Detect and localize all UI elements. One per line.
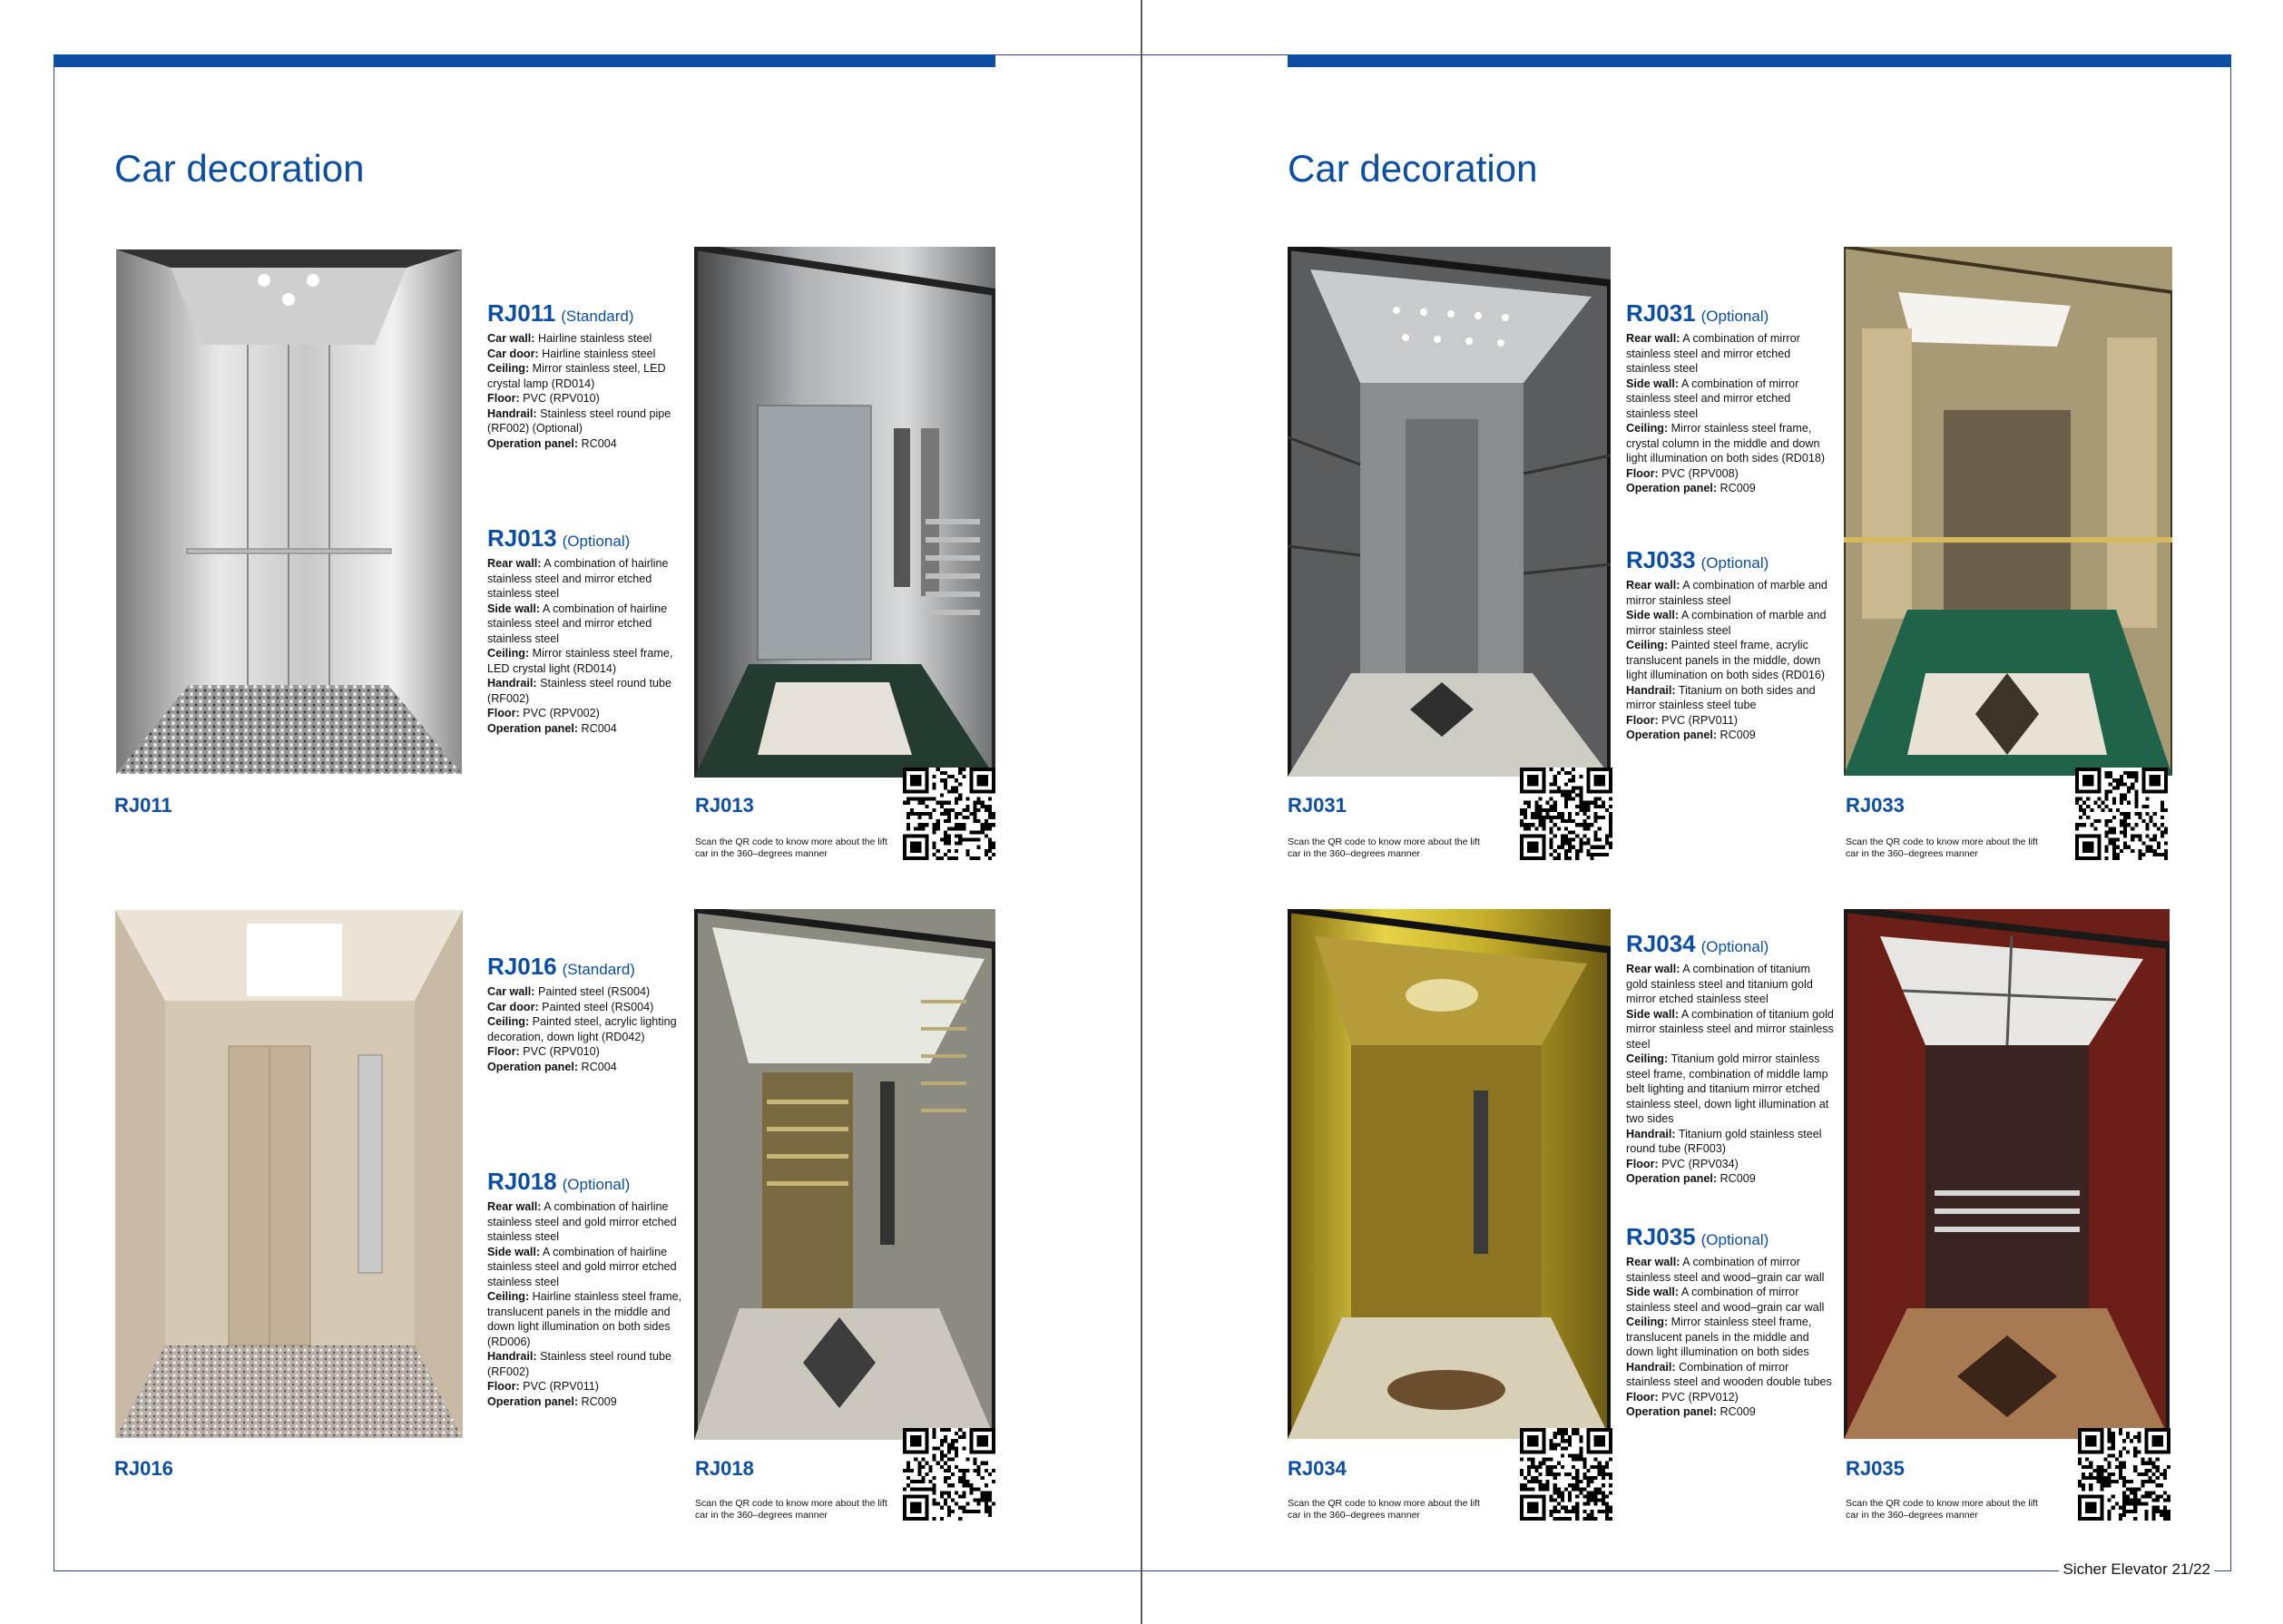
model-tag: (Optional) <box>1700 1231 1769 1248</box>
spec-line: Operation panel: RC009 <box>1626 729 1756 741</box>
qr-code-icon[interactable] <box>1520 1428 1612 1521</box>
model-tag: (Optional) <box>1700 554 1769 572</box>
caption-rj033: RJ033 <box>1846 794 1905 817</box>
photo-rj011 <box>116 249 462 774</box>
spec-line: Side wall: A combination of titanium gold mirror stainless steel and mirror stainless steel <box>1626 1007 1834 1051</box>
page-footer: Sicher Elevator 21/22 <box>2059 1560 2214 1579</box>
caption-rj013: RJ013 <box>695 794 754 817</box>
photo-rj034 <box>1288 909 1611 1439</box>
spec-line: Floor: PVC (RPV008) <box>1626 466 1739 480</box>
model-code: RJ035 <box>1626 1223 1696 1250</box>
qr-code-icon[interactable] <box>903 768 995 860</box>
model-code: RJ033 <box>1626 546 1696 573</box>
desc-rj016 <box>487 953 691 1074</box>
photo-rj031 <box>1288 247 1611 777</box>
photo-rj018 <box>694 909 995 1440</box>
spec-line: Handrail: Titanium on both sides and mirror stainless steel tube <box>1626 683 1816 711</box>
spec-line: Car wall: Hairline stainless steel <box>487 332 652 345</box>
spec-line: Rear wall: A combination of mirror stainless steel and wood–grain car wall <box>1626 1256 1825 1284</box>
spec-line: Operation panel: RC009 <box>1626 482 1756 494</box>
spec-line: Car door: Painted steel (RS004) <box>487 1000 654 1013</box>
spec-line: Floor: PVC (RPV002) <box>487 707 600 719</box>
spec-line: Ceiling: Mirror stainless steel frame, translucent panels in the middle and down light illumination on both sides <box>1626 1316 1812 1358</box>
spec-line: Side wall: A combination of marble and mirror stainless steel <box>1626 609 1827 637</box>
spec-line: Operation panel: RC004 <box>487 1060 617 1073</box>
photo-rj016 <box>115 910 463 1438</box>
caption-rj011: RJ011 <box>114 794 172 817</box>
caption-rj034: RJ034 <box>1288 1457 1347 1480</box>
desc-rj031 <box>1626 299 1830 496</box>
spec-line: Operation panel: RC009 <box>1626 1405 1756 1418</box>
model-tag: (Standard) <box>562 961 635 978</box>
desc-rj035 <box>1626 1223 1835 1420</box>
spec-line: Car door: Hairline stainless steel <box>487 347 656 360</box>
caption-rj035: RJ035 <box>1846 1457 1905 1480</box>
model-code: RJ018 <box>487 1168 557 1195</box>
scan-note: Scan the QR code to know more about the lift car in the 360–degrees manner <box>1846 1498 2038 1521</box>
spec-line: Operation panel: RC004 <box>487 721 617 735</box>
model-code: RJ016 <box>487 953 557 980</box>
model-tag: (Optional) <box>562 1176 631 1193</box>
spec-line: Rear wall: A combination of hairline stainless steel and mirror etched stainless steel <box>487 557 669 600</box>
spec-line: Ceiling: Hairline stainless steel frame, translucent panels in the middle and down light illumination on both sides (RD006) <box>487 1290 682 1348</box>
spec-line: Ceiling: Mirror stainless steel frame, crystal column in the middle and down light illumination on both sides (RD018) <box>1626 422 1826 465</box>
model-tag: (Optional) <box>1700 938 1769 955</box>
spec-line: Floor: PVC (RPV034) <box>1626 1157 1739 1170</box>
scan-note: Scan the QR code to know more about the lift car in the 360–degrees manner <box>695 1498 887 1521</box>
desc-rj011 <box>487 299 691 451</box>
spec-line: Side wall: A combination of mirror stainless steel and wood–grain car wall <box>1626 1286 1825 1314</box>
scan-note: Scan the QR code to know more about the lift car in the 360–degrees manner <box>1288 1498 1480 1521</box>
spec-line: Side wall: A combination of hairline stainless steel and gold mirror etched stainless steel <box>487 1245 677 1288</box>
photo-rj033 <box>1844 247 2172 776</box>
spec-line: Operation panel: RC004 <box>487 436 617 450</box>
spec-line: Ceiling: Painted steel frame, acrylic translucent panels in the middle, down light illumination on both sides (RD016) <box>1626 639 1826 681</box>
spec-line: Handrail: Stainless steel round tube (RF002) <box>487 1350 672 1378</box>
scan-note: Scan the QR code to know more about the lift car in the 360–degrees manner <box>1846 836 2038 859</box>
right-header-bar <box>1288 54 2231 67</box>
qr-code-icon[interactable] <box>2075 768 2168 860</box>
model-tag: (Standard) <box>561 308 634 325</box>
left-header-bar <box>54 54 995 67</box>
qr-code-icon[interactable] <box>2078 1428 2170 1521</box>
spec-line: Handrail: Titanium gold stainless steel round tube (RF003) <box>1626 1127 1822 1155</box>
spec-line: Floor: PVC (RPV012) <box>1626 1390 1739 1404</box>
spec-line: Operation panel: RC009 <box>1626 1172 1756 1185</box>
spec-line: Handrail: Stainless steel round tube (RF002) <box>487 677 672 705</box>
caption-rj018: RJ018 <box>695 1457 754 1480</box>
right-page-title: Car decoration <box>1288 147 1538 190</box>
spec-line: Handrail: Stainless steel round pipe (RF002) (Optional) <box>487 406 671 435</box>
model-code: RJ011 <box>487 299 556 327</box>
photo-rj013 <box>694 247 995 778</box>
spec-line: Rear wall: A combination of titanium gold stainless steel and titanium gold mirror etched stainless steel <box>1626 963 1813 1005</box>
spec-line: Ceiling: Painted steel, acrylic lighting decoration, down light (RD042) <box>487 1015 677 1043</box>
qr-code-icon[interactable] <box>903 1428 995 1521</box>
spec-line: Operation panel: RC009 <box>487 1394 617 1408</box>
model-tag: (Optional) <box>1700 308 1769 325</box>
scan-note: Scan the QR code to know more about the lift car in the 360–degrees manner <box>1288 836 1480 859</box>
spec-line: Ceiling: Mirror stainless steel, LED crystal lamp (RD014) <box>487 362 666 390</box>
spec-line: Floor: PVC (RPV010) <box>487 392 600 405</box>
spec-line: Rear wall: A combination of mirror stainless steel and mirror etched stainless steel <box>1626 332 1800 375</box>
desc-rj034 <box>1626 930 1835 1187</box>
left-page-title: Car decoration <box>114 147 365 190</box>
spec-line: Floor: PVC (RPV010) <box>487 1045 600 1058</box>
caption-rj016: RJ016 <box>114 1457 173 1480</box>
desc-rj018 <box>487 1168 691 1409</box>
spec-line: Floor: PVC (RPV011) <box>1626 713 1738 727</box>
qr-code-icon[interactable] <box>1520 768 1612 860</box>
desc-rj033 <box>1626 546 1830 743</box>
spec-line: Ceiling: Titanium gold mirror stainless steel frame, combination of middle lamp belt lighting and titanium mirror etched stainless steel, down light illumination at two sides <box>1626 1052 1829 1125</box>
spec-line: Floor: PVC (RPV011) <box>487 1380 599 1393</box>
model-code: RJ013 <box>487 524 557 552</box>
model-code: RJ034 <box>1626 930 1696 957</box>
scan-note: Scan the QR code to know more about the lift car in the 360–degrees manner <box>695 836 887 859</box>
spec-line: Side wall: A combination of hairline stainless steel and mirror etched stainless steel <box>487 602 668 645</box>
spec-line: Handrail: Combination of mirror stainless steel and wooden double tubes <box>1626 1360 1832 1388</box>
spec-line: Rear wall: A combination of marble and mirror stainless steel <box>1626 579 1827 607</box>
spec-line: Rear wall: A combination of hairline stainless steel and gold mirror etched stainless steel <box>487 1200 677 1243</box>
spec-line: Ceiling: Mirror stainless steel frame, LED crystal light (RD014) <box>487 647 673 675</box>
photo-rj035 <box>1844 909 2170 1439</box>
spec-line: Side wall: A combination of mirror stainless steel and mirror etched stainless steel <box>1626 377 1799 420</box>
model-tag: (Optional) <box>562 533 631 550</box>
spec-line: Car wall: Painted steel (RS004) <box>487 985 651 998</box>
caption-rj031: RJ031 <box>1288 794 1347 817</box>
model-code: RJ031 <box>1626 299 1696 327</box>
desc-rj013 <box>487 524 691 736</box>
